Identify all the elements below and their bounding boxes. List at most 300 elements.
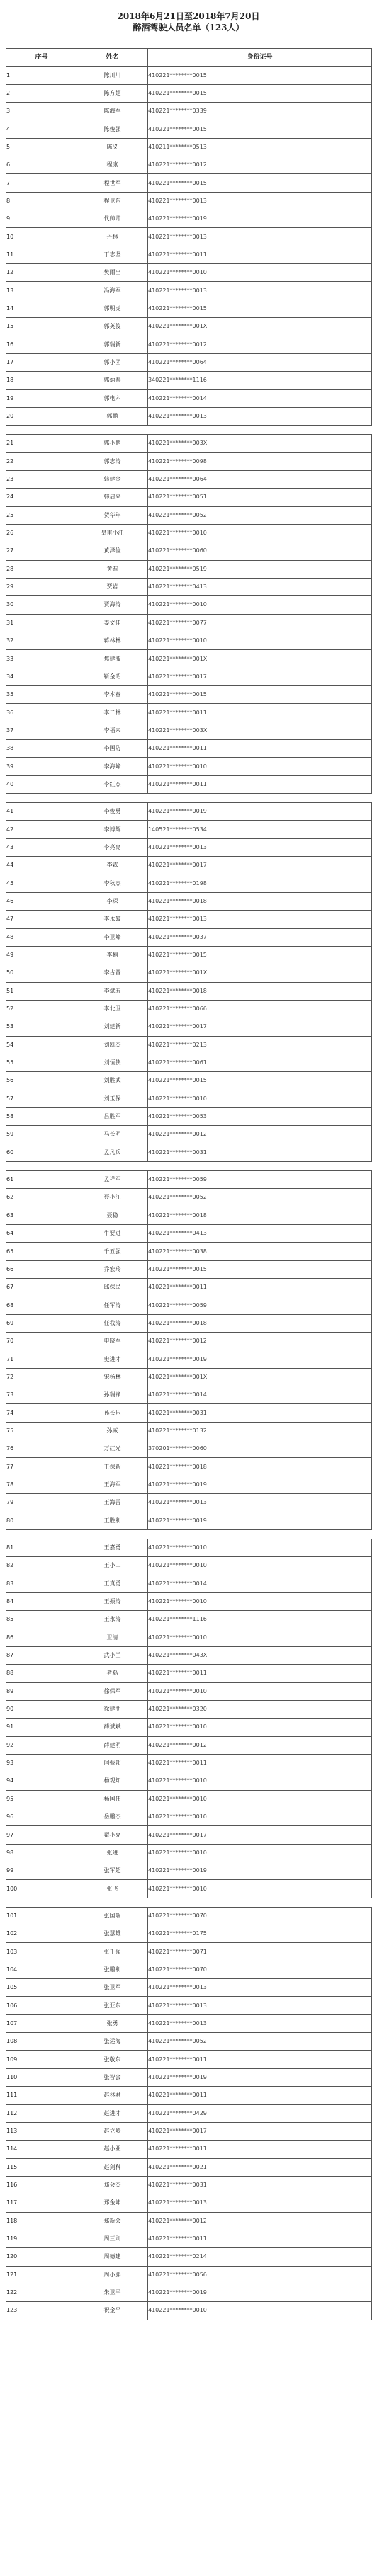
table-row — [6, 668, 372, 685]
row-number: 75 — [6, 1422, 77, 1440]
table-row — [6, 1592, 372, 1610]
id-number: 410221********0015 — [148, 174, 372, 192]
row-number: 118 — [6, 2212, 77, 2230]
id-number: 410221********0011 — [148, 1665, 372, 1682]
id-number: 410221********0015 — [148, 120, 372, 138]
person-name: 黄恭 — [77, 560, 148, 578]
row-number: 81 — [6, 1539, 77, 1556]
id-number: 410221********0098 — [148, 452, 372, 470]
row-number: 22 — [6, 452, 77, 470]
id-number: 410221********0060 — [148, 542, 372, 560]
row-number: 3 — [6, 103, 77, 120]
separator-cell — [148, 1161, 372, 1170]
separator-cell — [6, 1529, 77, 1539]
person-name: 孙威 — [77, 1422, 148, 1440]
id-number: 410221********0011 — [148, 1754, 372, 1772]
table-row — [6, 1772, 372, 1790]
row-number: 119 — [6, 2230, 77, 2247]
person-name: 吕胜军 — [77, 1107, 148, 1125]
id-number: 410221********0031 — [148, 2176, 372, 2194]
table-row — [6, 632, 372, 650]
id-number: 410221********0013 — [148, 2194, 372, 2212]
id-number: 410221********0013 — [148, 1494, 372, 1512]
id-number: 410221********0339 — [148, 103, 372, 120]
id-number: 410221********0013 — [148, 228, 372, 246]
id-number: 410221********0429 — [148, 2104, 372, 2122]
person-name: 薛斌斌 — [77, 1719, 148, 1736]
table-row — [6, 336, 372, 353]
row-number: 78 — [6, 1476, 77, 1493]
row-number: 120 — [6, 2248, 77, 2266]
row-number: 89 — [6, 1682, 77, 1700]
id-number: 410221********0012 — [148, 1333, 372, 1350]
person-name: 李二林 — [77, 704, 148, 722]
row-number: 46 — [6, 892, 77, 910]
person-name: 祝金平 — [77, 2302, 148, 2320]
roster-body — [6, 67, 372, 2320]
row-number: 6 — [6, 156, 77, 174]
person-name: 郭小团 — [77, 353, 148, 371]
row-number: 72 — [6, 1368, 77, 1386]
id-number: 410221********0015 — [148, 300, 372, 317]
table-row — [6, 1907, 372, 1925]
person-name: 王海雷 — [77, 1494, 148, 1512]
id-number: 410221********0015 — [148, 686, 372, 704]
person-name: 黄泽俭 — [77, 542, 148, 560]
table-row — [6, 1844, 372, 1862]
id-number: 410221********0021 — [148, 2158, 372, 2176]
id-number: 410221********043X — [148, 1646, 372, 1664]
table-row — [6, 174, 372, 192]
id-number: 410221********0011 — [148, 740, 372, 758]
id-number: 410221********001X — [148, 964, 372, 982]
row-number: 23 — [6, 470, 77, 488]
person-name: 孙瑞锋 — [77, 1386, 148, 1404]
table-row — [6, 120, 372, 138]
person-name: 申晓军 — [77, 1333, 148, 1350]
row-number: 16 — [6, 336, 77, 353]
id-number: 410221********001X — [148, 318, 372, 336]
person-name: 郑会杰 — [77, 2176, 148, 2194]
id-number: 140521********0534 — [148, 821, 372, 838]
document-date-range: 2018年6月21日至2018年7月20日 — [117, 11, 260, 21]
row-number: 51 — [6, 982, 77, 1000]
person-name: 王振涛 — [77, 1592, 148, 1610]
row-number: 30 — [6, 596, 77, 614]
row-number: 49 — [6, 946, 77, 964]
row-number: 103 — [6, 1943, 77, 1961]
table-row — [6, 1368, 372, 1386]
person-name: 郭明虎 — [77, 300, 148, 317]
id-number: 410221********0018 — [148, 982, 372, 1000]
table-row — [6, 1943, 372, 1961]
person-name: 宋杨林 — [77, 1368, 148, 1386]
person-name: 樊雨出 — [77, 264, 148, 282]
person-name: 刘胜武 — [77, 1072, 148, 1090]
row-number: 105 — [6, 1979, 77, 1997]
row-number: 112 — [6, 2104, 77, 2122]
person-name: 李本春 — [77, 686, 148, 704]
table-row — [6, 138, 372, 156]
table-row — [6, 1790, 372, 1808]
table-row — [6, 246, 372, 263]
table-row — [6, 1575, 372, 1592]
id-number: 410221********0012 — [148, 1736, 372, 1754]
table-row — [6, 1350, 372, 1368]
row-number: 14 — [6, 300, 77, 317]
table-row — [6, 911, 372, 928]
person-name: 郭瑞新 — [77, 336, 148, 353]
id-number: 410221********0013 — [148, 911, 372, 928]
person-name: 姜文佳 — [77, 614, 148, 632]
table-header-row — [6, 49, 372, 67]
id-number: 410221********0011 — [148, 1279, 372, 1296]
id-number: 410221********0011 — [148, 2051, 372, 2068]
table-row — [6, 1333, 372, 1350]
row-number: 77 — [6, 1458, 77, 1476]
id-number: 410221********0010 — [148, 1592, 372, 1610]
id-number: 410221********0010 — [148, 1557, 372, 1575]
person-name: 张卫军 — [77, 1979, 148, 1997]
person-name: 李楠 — [77, 946, 148, 964]
row-number: 39 — [6, 758, 77, 775]
person-name: 张亚东 — [77, 1997, 148, 2014]
table-row — [6, 892, 372, 910]
id-number: 410221********0071 — [148, 1943, 372, 1961]
person-name: 任军涛 — [77, 1296, 148, 1314]
separator-cell — [148, 1529, 372, 1539]
row-number: 53 — [6, 1018, 77, 1036]
row-number: 67 — [6, 1279, 77, 1296]
row-number: 11 — [6, 246, 77, 263]
row-number: 65 — [6, 1243, 77, 1260]
table-row — [6, 758, 372, 775]
table-row — [6, 2141, 372, 2158]
table-row — [6, 1458, 372, 1476]
id-number: 410221********0019 — [148, 210, 372, 228]
table-row — [6, 2122, 372, 2140]
id-number: 410221********0019 — [148, 803, 372, 821]
person-name: 闫振邦 — [77, 1754, 148, 1772]
person-name: 乔宏玲 — [77, 1260, 148, 1278]
person-name: 赵小亚 — [77, 2141, 148, 2158]
person-name: 杨国伟 — [77, 1790, 148, 1808]
person-name: 李占晋 — [77, 964, 148, 982]
table-row — [6, 1422, 372, 1440]
group-separator — [6, 1529, 372, 1539]
id-number: 410221********0132 — [148, 1422, 372, 1440]
separator-cell — [6, 1898, 77, 1907]
person-name: 焦建波 — [77, 650, 148, 668]
row-number: 102 — [6, 1925, 77, 1943]
id-number: 410221********0175 — [148, 1925, 372, 1943]
person-name: 孙长乐 — [77, 1404, 148, 1422]
person-name: 韩建金 — [77, 470, 148, 488]
id-number: 410221********0018 — [148, 1314, 372, 1332]
table-row — [6, 2212, 372, 2230]
group-separator — [6, 1161, 372, 1170]
id-number: 410221********0056 — [148, 2266, 372, 2284]
table-row — [6, 857, 372, 874]
id-number: 410221********0010 — [148, 1719, 372, 1736]
person-name: 李卫峰 — [77, 928, 148, 946]
table-row — [6, 1189, 372, 1207]
row-number: 57 — [6, 1090, 77, 1107]
table-row — [6, 1629, 372, 1646]
id-number: 410221********0017 — [148, 668, 372, 685]
person-name: 程康 — [77, 156, 148, 174]
header-name: 姓名 — [77, 49, 148, 67]
table-row — [6, 1314, 372, 1332]
row-number: 121 — [6, 2266, 77, 2284]
row-number: 97 — [6, 1826, 77, 1844]
row-number: 35 — [6, 686, 77, 704]
table-row — [6, 1925, 372, 1943]
person-name: 王嘉勇 — [77, 1539, 148, 1556]
table-row — [6, 578, 372, 595]
row-number: 106 — [6, 1997, 77, 2014]
table-row — [6, 1736, 372, 1754]
row-number: 1 — [6, 67, 77, 84]
id-number: 410221********0015 — [148, 84, 372, 102]
person-name: 刘建新 — [77, 1018, 148, 1036]
table-row — [6, 1207, 372, 1224]
person-name: 郭鹏 — [77, 407, 148, 425]
row-number: 87 — [6, 1646, 77, 1664]
table-row — [6, 964, 372, 982]
table-row — [6, 2176, 372, 2194]
table-row — [6, 353, 372, 371]
person-name: 李秋杰 — [77, 874, 148, 892]
row-number: 56 — [6, 1072, 77, 1090]
table-row — [6, 2014, 372, 2032]
id-number: 410221********0010 — [148, 1844, 372, 1862]
table-row — [6, 1646, 372, 1664]
id-number: 410221********0019 — [148, 1512, 372, 1529]
id-number: 410221********0014 — [148, 1575, 372, 1592]
person-name: 王小二 — [77, 1557, 148, 1575]
id-number: 410221********0059 — [148, 1296, 372, 1314]
id-number: 410221********0013 — [148, 1979, 372, 1997]
separator-cell — [6, 1161, 77, 1170]
table-row — [6, 946, 372, 964]
person-name: 张运海 — [77, 2033, 148, 2051]
table-row — [6, 821, 372, 838]
table-row — [6, 192, 372, 210]
table-row — [6, 1036, 372, 1054]
table-row — [6, 1826, 372, 1844]
document-header — [0, 0, 377, 50]
person-name: 陈方超 — [77, 84, 148, 102]
person-name: 张国瑞 — [77, 1907, 148, 1925]
row-number: 64 — [6, 1225, 77, 1243]
row-number: 29 — [6, 578, 77, 595]
person-name: 程卫东 — [77, 192, 148, 210]
roster-table — [6, 48, 372, 2320]
table-row — [6, 1000, 372, 1018]
person-name: 聂稳 — [77, 1207, 148, 1224]
row-number: 113 — [6, 2122, 77, 2140]
id-number: 410221********0011 — [148, 775, 372, 793]
row-number: 79 — [6, 1494, 77, 1512]
table-row — [6, 1072, 372, 1090]
table-row — [6, 2033, 372, 2051]
separator-cell — [77, 1161, 148, 1170]
id-number: 410221********0012 — [148, 156, 372, 174]
id-number: 410221********0198 — [148, 874, 372, 892]
table-row — [6, 67, 372, 84]
group-separator — [6, 1898, 372, 1907]
id-number: 410221********0077 — [148, 614, 372, 632]
table-row — [6, 775, 372, 793]
id-number: 410221********001X — [148, 1368, 372, 1386]
row-number: 93 — [6, 1754, 77, 1772]
table-row — [6, 838, 372, 856]
id-number: 410221********0017 — [148, 1018, 372, 1036]
person-name: 张进 — [77, 1844, 148, 1862]
table-row — [6, 803, 372, 821]
table-row — [6, 435, 372, 452]
id-number: 410221********0013 — [148, 407, 372, 425]
table-row — [6, 1260, 372, 1278]
table-row — [6, 1512, 372, 1529]
row-number: 18 — [6, 372, 77, 389]
row-number: 33 — [6, 650, 77, 668]
id-number: 410221********0061 — [148, 1054, 372, 1071]
row-number: 62 — [6, 1189, 77, 1207]
row-number: 61 — [6, 1170, 77, 1188]
table-row — [6, 686, 372, 704]
row-number: 96 — [6, 1808, 77, 1826]
table-row — [6, 982, 372, 1000]
separator-cell — [77, 1898, 148, 1907]
table-row — [6, 1054, 372, 1071]
person-name: 王真勇 — [77, 1575, 148, 1592]
person-name: 陈俊强 — [77, 120, 148, 138]
row-number: 32 — [6, 632, 77, 650]
row-number: 76 — [6, 1440, 77, 1458]
id-number: 410221********0031 — [148, 1404, 372, 1422]
person-name: 周三则 — [77, 2230, 148, 2247]
person-name: 王永涛 — [77, 1611, 148, 1629]
person-name: 薛建明 — [77, 1736, 148, 1754]
row-number: 28 — [6, 560, 77, 578]
table-row — [6, 156, 372, 174]
id-number: 410211********0513 — [148, 138, 372, 156]
id-number: 410221********0037 — [148, 928, 372, 946]
row-number: 74 — [6, 1404, 77, 1422]
id-number: 410221********0015 — [148, 1260, 372, 1278]
row-number: 68 — [6, 1296, 77, 1314]
id-number: 370201********0060 — [148, 1440, 372, 1458]
person-name: 张千强 — [77, 1943, 148, 1961]
table-row — [6, 1170, 372, 1188]
row-number: 84 — [6, 1592, 77, 1610]
person-name: 陈川川 — [77, 67, 148, 84]
person-name: 张敬东 — [77, 2051, 148, 2068]
row-number: 15 — [6, 318, 77, 336]
row-number: 114 — [6, 2141, 77, 2158]
table-row — [6, 489, 372, 506]
row-number: 13 — [6, 282, 77, 300]
row-number: 21 — [6, 435, 77, 452]
row-number: 42 — [6, 821, 77, 838]
id-number: 410221********0066 — [148, 1000, 372, 1018]
person-name: 张勇 — [77, 2014, 148, 2032]
table-row — [6, 1754, 372, 1772]
table-row — [6, 1961, 372, 1978]
id-number: 410221********0019 — [148, 1350, 372, 1368]
table-row — [6, 1719, 372, 1736]
person-name: 贾岩 — [77, 578, 148, 595]
id-number: 410221********0012 — [148, 2212, 372, 2230]
id-number: 410221********0018 — [148, 1458, 372, 1476]
id-number: 410221********0019 — [148, 2284, 372, 2301]
header-no: 序号 — [6, 49, 77, 67]
id-number: 410221********0010 — [148, 524, 372, 542]
person-name: 刘恒侠 — [77, 1054, 148, 1071]
row-number: 60 — [6, 1144, 77, 1161]
table-row — [6, 300, 372, 317]
person-name: 郭炳春 — [77, 372, 148, 389]
id-number: 410221********0052 — [148, 1189, 372, 1207]
id-number: 410221********0013 — [148, 2014, 372, 2032]
person-name: 武小兰 — [77, 1646, 148, 1664]
row-number: 52 — [6, 1000, 77, 1018]
table-row — [6, 452, 372, 470]
row-number: 100 — [6, 1880, 77, 1898]
row-number: 95 — [6, 1790, 77, 1808]
person-name: 李霖 — [77, 857, 148, 874]
id-number: 410221********0064 — [148, 353, 372, 371]
person-name: 丁志坚 — [77, 246, 148, 263]
id-number: 410221********0010 — [148, 2302, 372, 2320]
row-number: 2 — [6, 84, 77, 102]
person-name: 朱卫平 — [77, 2284, 148, 2301]
person-name: 刘凯杰 — [77, 1036, 148, 1054]
table-row — [6, 1880, 372, 1898]
row-number: 17 — [6, 353, 77, 371]
row-number: 123 — [6, 2302, 77, 2320]
person-name: 徐保军 — [77, 1682, 148, 1700]
table-row — [6, 2302, 372, 2320]
id-number: 410221********0413 — [148, 578, 372, 595]
table-row — [6, 722, 372, 739]
id-number: 410221********0013 — [148, 282, 372, 300]
row-number: 83 — [6, 1575, 77, 1592]
table-row — [6, 1144, 372, 1161]
person-name: 李俊勇 — [77, 803, 148, 821]
id-number: 410221********0010 — [148, 1790, 372, 1808]
id-number: 410221********0011 — [148, 704, 372, 722]
row-number: 122 — [6, 2284, 77, 2301]
person-name: 韩启来 — [77, 489, 148, 506]
person-name: 孟凡兵 — [77, 1144, 148, 1161]
table-row — [6, 928, 372, 946]
table-row — [6, 1386, 372, 1404]
row-number: 50 — [6, 964, 77, 982]
id-number: 410221********0052 — [148, 506, 372, 524]
id-number: 410221********0052 — [148, 2033, 372, 2051]
table-row — [6, 210, 372, 228]
document-title: 醉酒驾驶人员名单（123人） — [133, 23, 244, 33]
row-number: 58 — [6, 1107, 77, 1125]
id-number: 410221********003X — [148, 722, 372, 739]
person-name: 郭志涛 — [77, 452, 148, 470]
id-number: 410221********0011 — [148, 246, 372, 263]
id-number: 410221********0019 — [148, 2068, 372, 2086]
person-name: 丹林 — [77, 228, 148, 246]
